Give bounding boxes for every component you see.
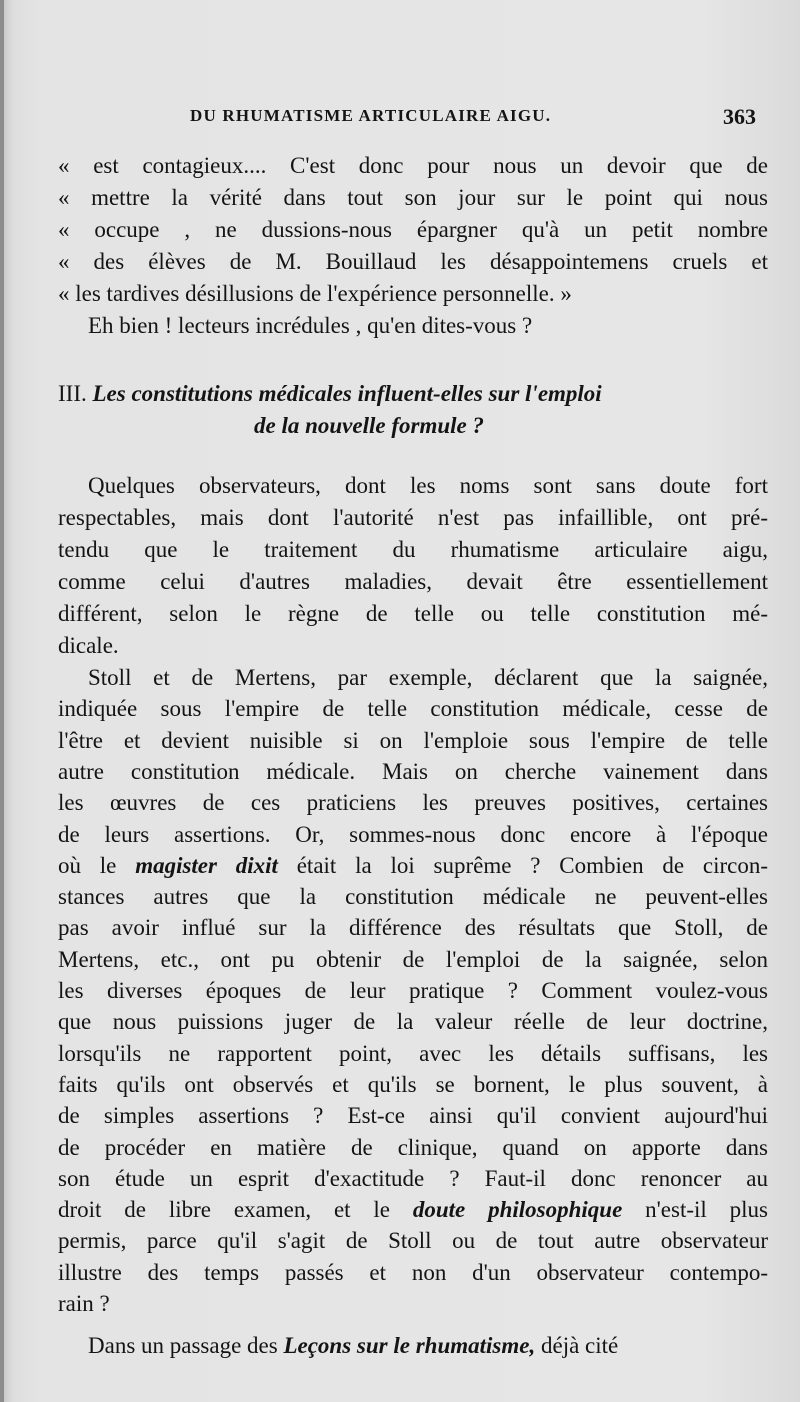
quote-line: « les tardives désillusions de l'expérience personnelle. » <box>58 281 572 306</box>
section-heading-line-1 <box>58 378 768 409</box>
line-text: droit de libre examen, et le <box>58 1197 413 1222</box>
paragraph-line <box>58 850 768 881</box>
paragraph-line: indiquée sous l'empire de telle constitution médicale, cesse de <box>58 696 768 721</box>
paragraph-line: de simples assertions ? Est-ce ainsi qu'il convient aujourd'hui <box>58 1103 768 1128</box>
closing-line: Eh bien ! lecteurs incrédules , qu'en dites-vous ? <box>88 313 533 338</box>
quote-line: « est contagieux.... C'est donc pour nous un devoir que de <box>58 153 768 178</box>
paragraph-3-em: Leçons sur le rhumatisme, <box>283 1333 536 1358</box>
paragraph-line: tendu que le traitement du rhumatisme articulaire aigu, <box>58 537 768 562</box>
paragraph-line: les diverses époques de leur pratique ? Comment voulez-vous <box>58 978 768 1003</box>
page-number: 363 <box>723 104 756 129</box>
paragraph-3-post: déjà cité <box>535 1333 619 1358</box>
paragraph-line: différent, selon le règne de telle ou telle constitution mé- <box>58 601 768 626</box>
section-heading-line-2 <box>254 410 484 441</box>
paragraph-line <box>58 1194 768 1225</box>
paragraph-line: de procéder en matière de clinique, quand on apporte dans <box>58 1135 768 1160</box>
paragraph-line: permis, parce qu'il s'agit de Stoll ou de tout autre observateur <box>58 1228 768 1253</box>
paragraph-3-line <box>58 1330 768 1361</box>
page-binding-edge <box>0 0 4 1402</box>
paragraph-line: lorsqu'ils ne rapportent point, avec les détails suffisans, les <box>58 1041 768 1066</box>
paragraph-line: Stoll et de Mertens, par exemple, déclarent que la saignée, <box>88 665 768 690</box>
paragraph-line: les œuvres de ces praticiens les preuves positives, certaines <box>58 790 768 815</box>
paragraph-line: l'être et devient nuisible si on l'emploie sous l'empire de telle <box>58 728 768 753</box>
paragraph-line: illustre des temps passés et non d'un observateur contempo- <box>58 1260 768 1285</box>
quote-line: « des élèves de M. Bouillaud les désappointemens cruels et <box>58 249 768 274</box>
paragraph-line: stances autres que la constitution médicale ne peuvent-elles <box>58 884 768 909</box>
section-title-2: de la nouvelle formule ? <box>254 413 484 438</box>
line-text: où le <box>58 853 136 878</box>
line-text: n'est-il plus <box>622 1197 768 1222</box>
italic-phrase: doute philosophique <box>412 1197 623 1222</box>
paragraph-line: dicale. <box>58 633 119 658</box>
paragraph-line: Mertens, etc., ont pu obtenir de l'emploi de la saignée, selon <box>58 947 768 972</box>
section-title-1: Les constitutions médicales influent-elles sur l'emploi <box>92 381 602 406</box>
line-text: était la loi suprême ? Combien de circon- <box>277 853 768 878</box>
paragraph-line: pas avoir influé sur la différence des résultats que Stoll, de <box>58 915 768 940</box>
paragraph-3-pre: Dans un passage des <box>88 1333 284 1358</box>
paragraph-line: de leurs assertions. Or, sommes-nous donc encore à l'époque <box>58 822 768 847</box>
paragraph-line: son étude un esprit d'exactitude ? Faut-il donc renoncer au <box>58 1166 768 1191</box>
body-text <box>58 0 768 1402</box>
paragraph-line: faits qu'ils ont observés et qu'ils se bornent, le plus souvent, à <box>58 1072 768 1097</box>
paragraph-line: rain ? <box>58 1291 110 1316</box>
running-title: DU RHUMATISME ARTICULAIRE AIGU. <box>190 106 552 125</box>
paragraph-line: autre constitution médicale. Mais on cherche vainement dans <box>58 759 768 784</box>
section-number: III. <box>58 381 87 406</box>
quote-line: « occupe , ne dussions-nous épargner qu'à un petit nombre <box>58 217 768 242</box>
paragraph-line: que nous puissions juger de la valeur réelle de leur doctrine, <box>58 1009 768 1034</box>
paragraph-line: respectables, mais dont l'autorité n'est pas infaillible, ont pré- <box>58 505 768 530</box>
italic-phrase: magister dixit <box>135 853 278 878</box>
quote-line: « mettre la vérité dans tout son jour sur le point qui nous <box>58 185 768 210</box>
paragraph-line: Quelques observateurs, dont les noms sont sans doute fort <box>88 473 768 498</box>
paragraph-line: comme celui d'autres maladies, devait être essentiellement <box>58 569 768 594</box>
